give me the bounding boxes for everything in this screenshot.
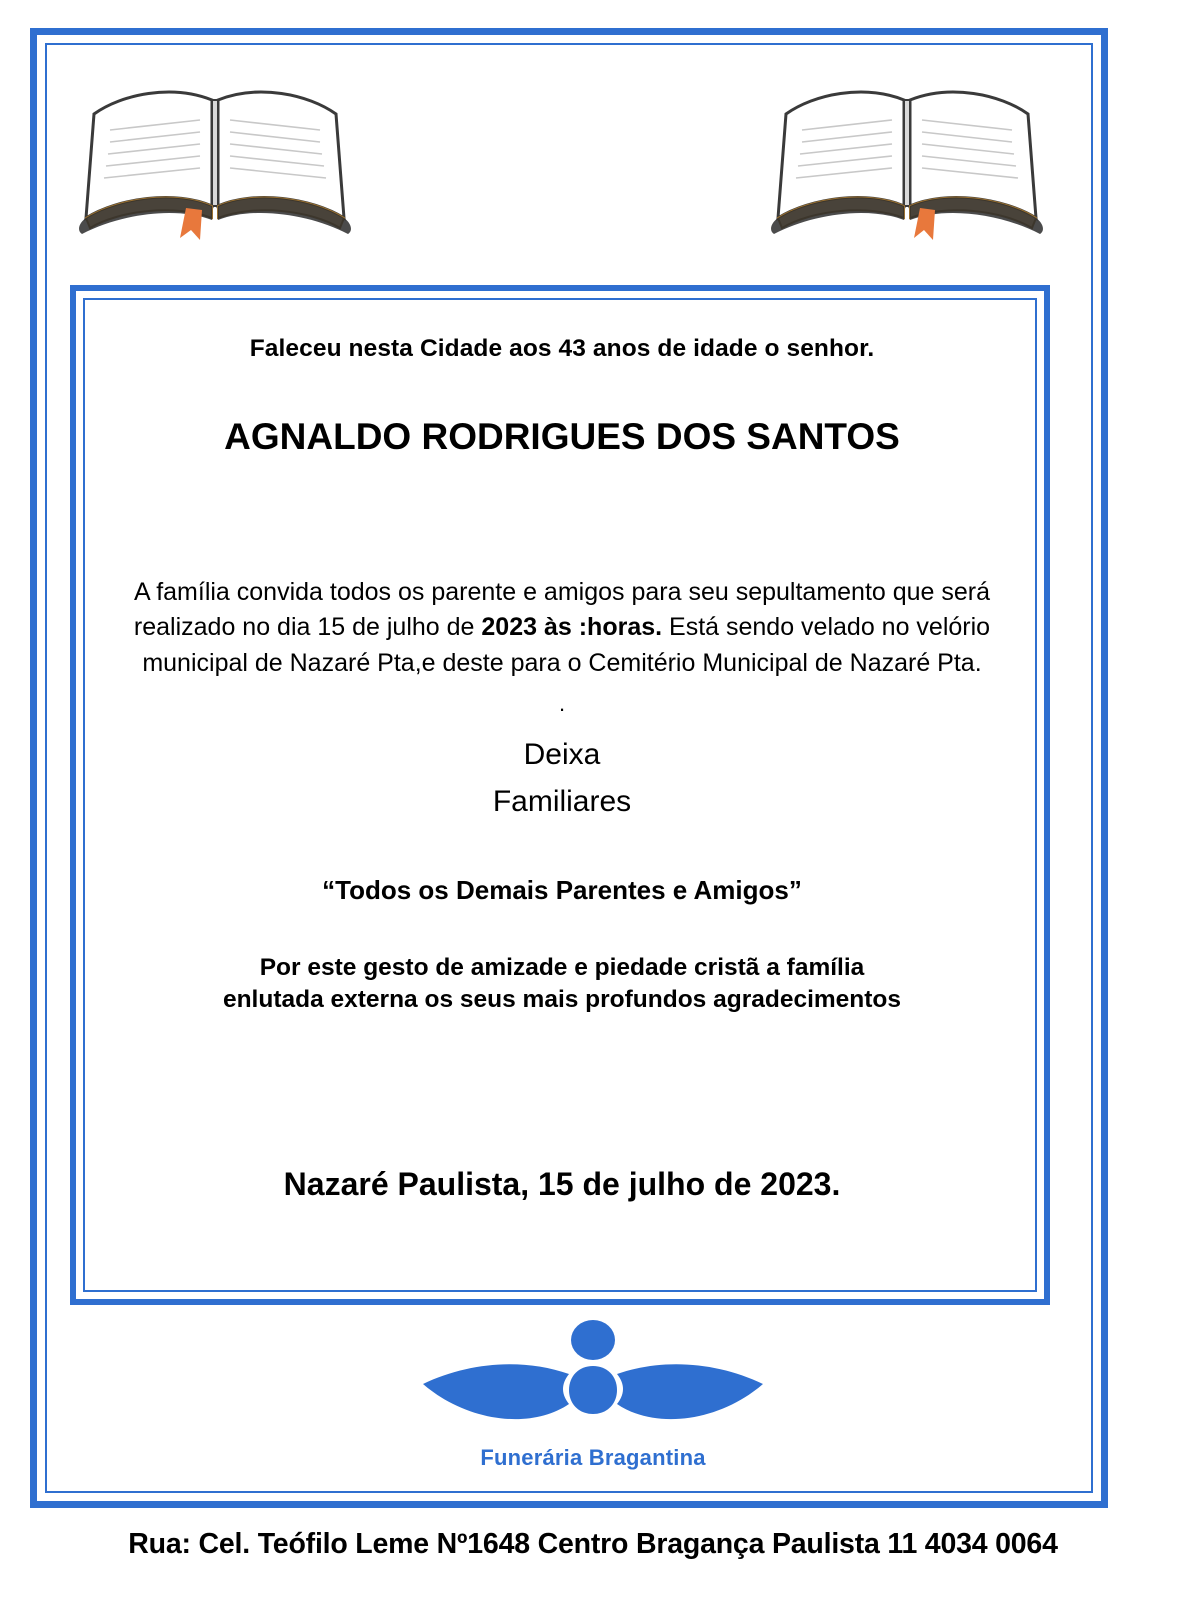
survivors-label: Deixa [523, 738, 601, 772]
funeral-home-logo-block [0, 1318, 1186, 1471]
survivors-value: Familiares [492, 784, 632, 818]
deceased-name: AGNALDO RODRIGUES DOS SANTOS [224, 416, 900, 457]
invitation-paragraph [118, 575, 1006, 682]
survivors-block [102, 732, 1022, 825]
city-and-date: Nazaré Paulista, 15 de julho de 2023. [283, 1165, 841, 1202]
announcement-box [70, 285, 1050, 1305]
thanks-paragraph [112, 952, 1012, 1016]
company-name: Funerária Bragantina [480, 1445, 706, 1470]
funeraria-bragantina-logo [403, 1318, 783, 1438]
invitation-text-part2: Está sendo velado no velório municipal de Nazaré Pta,e deste para o Cemitério Municipal de Nazaré Pta. [142, 613, 991, 677]
invitation-text-part1: A família convida todos os parente e amigos para seu sepultamento que será realizado no dia 15 de julho de [133, 577, 991, 641]
all-relatives-line: “Todos os Demais Parentes e Amigos” [322, 875, 802, 906]
open-bible-icon-left [60, 78, 370, 243]
footer-address: Rua: Cel. Teófilo Leme Nº1648 Centro Bragança Paulista 11 4034 0064 [128, 1528, 1058, 1560]
thanks-line-1: Por este gesto de amizade e piedade cristã a família [259, 954, 865, 982]
open-bible-icon-right [752, 78, 1062, 243]
separator-dot: . [558, 691, 566, 716]
deceased-age-line: Faleceu nesta Cidade aos 43 anos de idade o senhor. [249, 335, 875, 362]
invitation-date-time: 2023 às :horas. [481, 613, 663, 641]
announcement-content [102, 317, 1022, 1203]
thanks-line-2: enlutada externa os seus mais profundos agradecimentos [222, 986, 902, 1014]
